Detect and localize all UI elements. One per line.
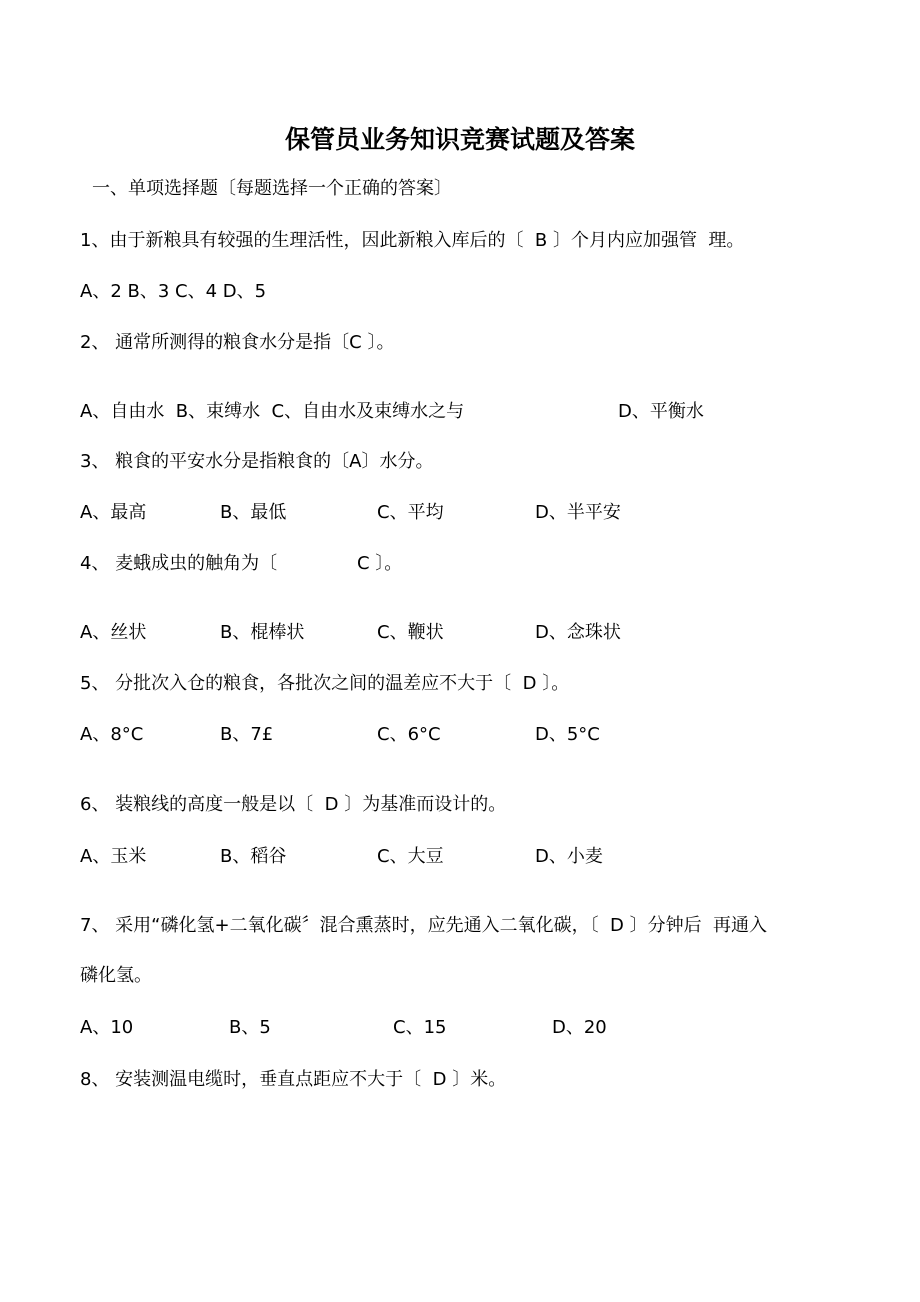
question-7-option-a: A、10 (80, 1017, 134, 1038)
question-4-text: 4、 麦蛾成虫的触角为〔 (80, 553, 278, 574)
question-2-option-d: D、平衡水 (618, 401, 704, 422)
question-5-option-a: A、8°C (80, 724, 144, 745)
question-5-option-b: B、7£ (220, 724, 274, 745)
question-7-text: 7、 采用“磷化氢+二氧化碳〞混合熏蒸时，应先通入二氧化碳，〔 D 〕分钟后 再通入 (80, 915, 768, 936)
question-4-option-d: D、念珠状 (535, 622, 621, 643)
question-7-option-b: B、5 (229, 1017, 271, 1038)
question-3-option-d: D、半平安 (535, 502, 621, 523)
question-6-option-a: A、玉米 (80, 846, 147, 867)
question-1-options: A、2 B、3 C、4 D、5 (80, 281, 267, 302)
question-7-option-d: D、20 (552, 1017, 607, 1038)
question-7-option-c: C、15 (393, 1017, 447, 1038)
question-3-option-b: B、最低 (220, 502, 287, 523)
question-6-option-c: C、大豆 (377, 846, 444, 867)
question-4-option-b: B、棍棒状 (220, 622, 305, 643)
section-heading: 一、单项选择题〔每题选择一个正确的答案〕 (92, 178, 452, 199)
question-4-option-a: A、丝状 (80, 622, 147, 643)
question-2-text: 2、 通常所测得的粮食水分是指〔C 〕。 (80, 332, 395, 353)
question-3-option-a: A、最高 (80, 502, 147, 523)
question-5-option-c: C、6°C (377, 724, 441, 745)
question-6-option-d: D、小麦 (535, 846, 603, 867)
question-5-option-d: D、5°C (535, 724, 600, 745)
question-4-option-c: C、鞭状 (377, 622, 444, 643)
question-3-option-c: C、平均 (377, 502, 444, 523)
question-3-text: 3、 粮食的平安水分是指粮食的〔A〕水分。 (80, 451, 434, 472)
question-6-text: 6、 装粮线的高度一般是以〔 D 〕为基准而设计的。 (80, 794, 507, 815)
document-title: 保管员业务知识竞赛试题及答案 (284, 125, 635, 154)
question-2-option-abc: A、自由水 B、束缚水 C、自由水及束缚水之与 (80, 401, 465, 422)
question-4-text-tail: C 〕。 (357, 553, 403, 574)
question-5-text: 5、 分批次入仓的粮食，各批次之间的温差应不大于〔 D 〕。 (80, 673, 570, 694)
question-1-text: 1、由于新粮具有较强的生理活性，因此新粮入库后的〔 B 〕个月内应加强管 理。 (80, 230, 745, 251)
question-7-text-continued: 磷化氢。 (80, 965, 152, 986)
question-8-text: 8、 安装测温电缆时，垂直点距应不大于〔 D 〕米。 (80, 1069, 507, 1090)
question-6-option-b: B、稻谷 (220, 846, 287, 867)
